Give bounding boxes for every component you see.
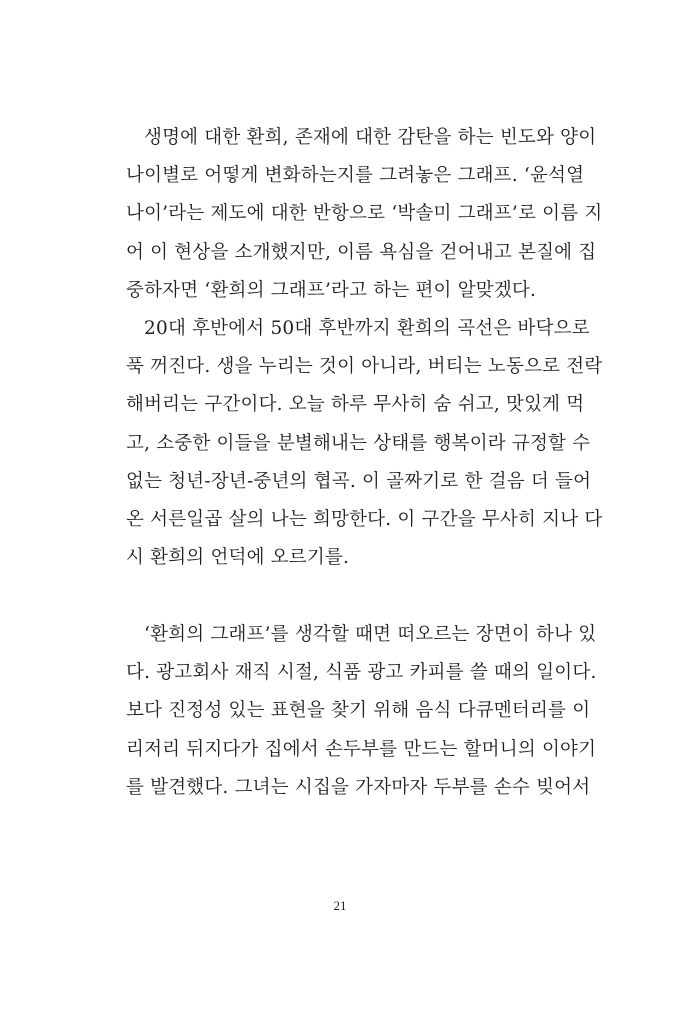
text-line: 생명에 대한 환희, 존재에 대한 감탄을 하는 빈도와 양이 xyxy=(144,127,597,148)
text-line: 어 이 현상을 소개했지만, 이름 욕심을 걷어내고 본질에 집 xyxy=(126,241,597,263)
paragraph-1 xyxy=(126,119,603,310)
text-line: 푹 꺼진다. 생을 누리는 것이 아니라, 버티는 노동으로 전락 xyxy=(126,356,603,378)
text-line: 나이별로 어떻게 변화하는지를 그려놓은 그래프. ‘윤석열 xyxy=(126,165,585,187)
text-line: 보다 진정성 있는 표현을 찾기 위해 음식 다큐멘터리를 이 xyxy=(126,700,591,722)
text-line: 리저리 뒤지다가 집에서 손두부를 만드는 할머니의 이야기 xyxy=(126,738,597,760)
text-line: 해버리는 구간이다. 오늘 하루 무사히 숨 쉬고, 맛있게 먹 xyxy=(126,394,585,416)
text-line: 를 발견했다. 그녀는 시집을 가자마자 두부를 손수 빚어서 xyxy=(126,776,591,798)
text-line: ‘환희의 그래프’를 생각할 때면 떠오르는 장면이 하나 있 xyxy=(144,624,597,645)
text-line: 다. 광고회사 재직 시절, 식품 광고 카피를 쓸 때의 일이다. xyxy=(126,662,597,684)
text-line: 시 환희의 언덕에 오르기를. xyxy=(126,547,350,569)
text-line: 중하자면 ‘환희의 그래프’라고 하는 편이 알맞겠다. xyxy=(126,279,537,301)
text-line: 고, 소중한 이들을 분별해내는 상태를 행복이라 규정할 수 xyxy=(126,432,591,454)
text-line: 온 서른일곱 살의 나는 희망한다. 이 구간을 무사히 지나 다 xyxy=(126,508,603,530)
text-line: 나이’라는 제도에 대한 반항으로 ‘박솔미 그래프’로 이름 지 xyxy=(126,203,603,225)
page-number: 21 xyxy=(333,898,347,913)
text-line: 20대 후반에서 50대 후반까지 환희의 곡선은 바닥으로 xyxy=(144,318,590,339)
paragraph-3 xyxy=(126,616,597,807)
text-line: 없는 청년-장년-중년의 협곡. 이 골짜기로 한 걸음 더 들어 xyxy=(126,470,592,492)
paragraph-2 xyxy=(126,310,603,577)
